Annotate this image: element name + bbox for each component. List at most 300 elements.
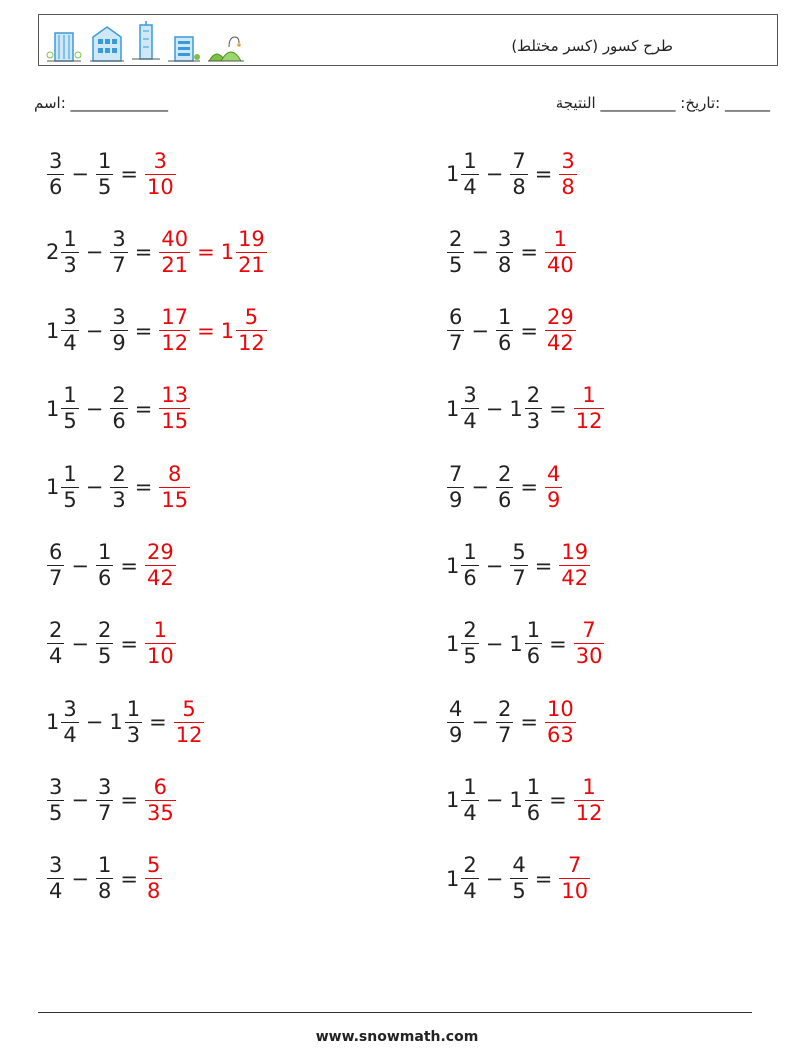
answer <box>558 540 591 591</box>
numerator: 2 <box>497 461 512 486</box>
numerator: 1 <box>97 540 112 564</box>
minus-sign: − <box>71 788 89 813</box>
whole-part: 1 <box>220 318 235 343</box>
denominator: 12 <box>575 800 603 825</box>
numerator: 2 <box>112 383 126 408</box>
answer <box>544 462 563 513</box>
numerator: 1 <box>126 696 141 721</box>
fraction <box>110 227 127 278</box>
date-score-field: ______ :تاريخ: __________ النتيجة <box>555 94 770 112</box>
whole-part: 1 <box>46 318 60 343</box>
fraction <box>96 149 113 200</box>
fraction <box>61 462 78 513</box>
minus-sign: − <box>485 553 504 578</box>
mixed-number <box>221 305 268 356</box>
numerator: 4 <box>449 696 463 721</box>
mixed-number <box>509 540 528 591</box>
fraction <box>47 540 64 591</box>
equals-sign: = <box>120 788 138 813</box>
whole-part: 2 <box>46 240 60 265</box>
mixed-number <box>495 227 514 278</box>
denominator: 8 <box>561 174 575 199</box>
problem-item <box>446 690 577 754</box>
numerator: 2 <box>97 618 112 643</box>
answer-equals-sign: = <box>197 318 215 343</box>
denominator: 9 <box>449 722 463 747</box>
denominator: 6 <box>526 800 541 825</box>
answer <box>144 149 177 200</box>
denominator: 7 <box>97 800 112 825</box>
mixed-number <box>46 383 80 434</box>
problem-item <box>46 768 177 832</box>
denominator: 3 <box>126 722 141 747</box>
numerator: 3 <box>49 774 63 799</box>
problem-item <box>446 534 591 598</box>
mixed-number <box>509 149 528 200</box>
mixed-number <box>509 618 543 669</box>
minus-sign: − <box>485 866 504 891</box>
fraction <box>61 383 78 434</box>
equals-sign: = <box>120 553 138 578</box>
equals-sign: = <box>549 788 567 813</box>
minus-sign: − <box>471 710 489 735</box>
whole-part: 1 <box>446 396 460 421</box>
minus-sign: − <box>85 710 104 735</box>
mixed-number <box>46 305 80 356</box>
equals-sign: = <box>120 162 138 186</box>
mixed-number <box>173 697 206 748</box>
minus-sign: − <box>85 318 104 343</box>
denominator: 3 <box>63 252 77 277</box>
denominator: 8 <box>97 879 112 904</box>
minus-sign: − <box>485 788 504 813</box>
fraction <box>559 853 590 904</box>
fraction <box>461 383 478 434</box>
mixed-number <box>46 853 65 904</box>
problem-item <box>46 455 191 519</box>
mixed-number <box>46 775 65 826</box>
minus-sign: − <box>85 240 104 265</box>
answer <box>558 149 577 200</box>
mixed-number <box>544 462 563 513</box>
fraction <box>574 383 605 434</box>
answer <box>544 697 577 748</box>
denominator: 4 <box>463 174 477 199</box>
numerator: 3 <box>63 696 77 721</box>
numerator: 1 <box>63 383 77 408</box>
mixed-number <box>544 305 577 356</box>
numerator: 2 <box>449 226 463 251</box>
mixed-number <box>509 383 543 434</box>
numerator: 2 <box>526 383 541 408</box>
numerator: 3 <box>153 148 168 173</box>
fraction <box>559 149 576 200</box>
denominator: 7 <box>112 252 126 277</box>
equals-sign: = <box>534 553 553 578</box>
numerator: 1 <box>582 383 596 408</box>
fraction <box>461 618 478 669</box>
mixed-number <box>158 227 191 278</box>
mixed-number <box>158 462 191 513</box>
fraction <box>96 853 113 904</box>
tower-icon <box>131 21 161 63</box>
answer <box>158 227 267 278</box>
mixed-number <box>109 383 128 434</box>
fraction <box>47 775 64 826</box>
numerator: 4 <box>512 853 526 878</box>
fraction <box>145 540 176 591</box>
denominator: 6 <box>97 566 112 590</box>
numerator: 3 <box>112 226 126 251</box>
fraction <box>510 149 527 200</box>
mixed-number <box>509 775 543 826</box>
numerator: 2 <box>463 618 477 643</box>
problem-item <box>46 142 177 206</box>
whole-part: 1 <box>446 866 460 891</box>
numerator: 1 <box>97 853 112 878</box>
name-field: اسم: _____________ <box>34 94 169 112</box>
mixed-number <box>144 853 163 904</box>
mixed-number <box>46 462 80 513</box>
equals-sign: = <box>520 475 538 500</box>
minus-sign: − <box>71 553 89 578</box>
numerator: 2 <box>112 461 126 486</box>
mixed-number <box>573 383 606 434</box>
worksheet-title: طرح كسور (كسر مختلط) <box>511 37 673 55</box>
mixed-number <box>495 697 514 748</box>
fraction <box>574 618 605 669</box>
mixed-number <box>495 462 514 513</box>
fraction <box>47 618 64 669</box>
fraction <box>545 305 576 356</box>
fraction <box>461 540 478 591</box>
denominator: 9 <box>546 487 561 512</box>
mixed-number <box>144 618 177 669</box>
mixed-number <box>558 853 591 904</box>
problem-item <box>446 142 578 206</box>
fraction <box>110 305 127 356</box>
numerator: 3 <box>63 305 77 330</box>
mixed-number <box>109 697 143 748</box>
fraction <box>61 227 78 278</box>
denominator: 6 <box>497 331 512 356</box>
denominator: 6 <box>526 644 541 669</box>
denominator: 5 <box>463 644 477 669</box>
mixed-number <box>221 227 268 278</box>
equals-sign: = <box>520 318 538 343</box>
numerator: 6 <box>49 540 63 564</box>
numerator: 29 <box>146 540 174 564</box>
numerator: 3 <box>463 383 477 408</box>
mixed-number <box>446 383 480 434</box>
numerator: 1 <box>153 618 168 643</box>
equals-sign: = <box>134 396 153 421</box>
denominator: 10 <box>146 174 174 199</box>
denominator: 6 <box>112 409 126 434</box>
numerator: 17 <box>161 305 189 330</box>
whole-part: 1 <box>46 710 60 735</box>
answer <box>144 775 177 826</box>
problem-item <box>446 377 605 441</box>
denominator: 3 <box>112 487 126 512</box>
denominator: 5 <box>63 409 77 434</box>
fraction <box>96 540 113 591</box>
fraction <box>496 227 513 278</box>
fraction <box>496 462 513 513</box>
mixed-number <box>144 149 177 200</box>
minus-sign: − <box>71 162 89 186</box>
mixed-number <box>509 853 528 904</box>
numerator: 1 <box>463 148 477 173</box>
minus-sign: − <box>485 162 504 186</box>
problem-item <box>446 455 563 519</box>
mixed-number <box>558 149 577 200</box>
fraction <box>545 227 576 278</box>
mixed-number <box>109 462 128 513</box>
fraction <box>47 853 64 904</box>
problem-item <box>46 612 177 676</box>
problem-item <box>46 299 268 363</box>
numerator: 6 <box>449 305 463 330</box>
denominator: 4 <box>63 331 77 356</box>
fraction <box>496 697 513 748</box>
answer <box>558 853 591 904</box>
mixed-number <box>446 853 480 904</box>
problem-item <box>46 220 268 284</box>
mixed-number <box>158 383 191 434</box>
answer <box>173 697 206 748</box>
mixed-number <box>446 149 480 200</box>
fraction <box>125 697 142 748</box>
minus-sign: − <box>471 318 489 343</box>
numerator: 19 <box>238 226 265 251</box>
denominator: 4 <box>463 409 477 434</box>
numerator: 19 <box>561 540 589 564</box>
numerator: 1 <box>582 774 596 799</box>
denominator: 4 <box>463 800 477 825</box>
mixed-number <box>109 305 128 356</box>
whole-part: 1 <box>46 396 60 421</box>
equals-sign: = <box>134 318 153 343</box>
answer <box>573 618 606 669</box>
mixed-number <box>446 305 465 356</box>
whole-part: 1 <box>509 396 523 421</box>
fraction <box>461 775 478 826</box>
denominator: 4 <box>63 722 77 747</box>
denominator: 9 <box>112 331 126 356</box>
denominator: 15 <box>161 487 189 512</box>
problem-item <box>46 847 163 911</box>
fraction <box>61 305 78 356</box>
denominator: 42 <box>546 331 574 356</box>
denominator: 7 <box>49 566 63 590</box>
numerator: 1 <box>526 774 541 799</box>
fraction <box>145 149 176 200</box>
numerator: 1 <box>463 540 477 564</box>
denominator: 15 <box>161 409 189 434</box>
fraction <box>510 540 527 591</box>
denominator: 5 <box>512 879 526 904</box>
equals-sign: = <box>134 240 153 265</box>
answer <box>158 383 191 434</box>
mixed-number <box>95 149 114 200</box>
whole-part: 1 <box>509 788 523 813</box>
answer <box>144 853 163 904</box>
denominator: 5 <box>97 174 112 199</box>
numerator: 3 <box>97 774 112 799</box>
numerator: 1 <box>463 774 477 799</box>
fraction <box>61 697 78 748</box>
minus-sign: − <box>71 866 89 891</box>
denominator: 3 <box>526 409 541 434</box>
denominator: 30 <box>575 644 603 669</box>
mixed-number <box>544 227 577 278</box>
answer <box>158 462 191 513</box>
fraction <box>447 227 464 278</box>
mixed-number <box>46 227 80 278</box>
fraction <box>236 227 267 278</box>
fraction <box>47 149 64 200</box>
mixed-number <box>573 618 606 669</box>
worksheet-header <box>38 14 778 66</box>
denominator: 5 <box>63 487 77 512</box>
numerator: 1 <box>497 305 512 330</box>
numerator: 7 <box>582 618 596 643</box>
denominator: 40 <box>546 252 574 277</box>
fraction <box>110 462 127 513</box>
numerator: 40 <box>161 226 189 251</box>
numerator: 10 <box>546 696 574 721</box>
mixed-number <box>46 149 65 200</box>
problem-item <box>446 612 605 676</box>
denominator: 12 <box>238 331 265 356</box>
fraction <box>525 775 542 826</box>
equals-sign: = <box>534 866 553 891</box>
whole-part: 1 <box>509 631 523 656</box>
denominator: 21 <box>161 252 189 277</box>
answer-equals-sign: = <box>197 240 215 265</box>
numerator: 13 <box>161 383 189 408</box>
mixed-number <box>144 540 177 591</box>
denominator: 8 <box>497 252 512 277</box>
mixed-number <box>446 618 480 669</box>
denominator: 5 <box>49 800 63 825</box>
numerator: 5 <box>146 853 161 878</box>
equals-sign: = <box>149 710 167 735</box>
numerator: 5 <box>244 305 259 330</box>
denominator: 12 <box>575 409 603 434</box>
denominator: 42 <box>561 566 589 590</box>
mixed-number <box>495 305 514 356</box>
equals-sign: = <box>120 631 138 656</box>
numerator: 5 <box>182 696 196 721</box>
fraction <box>461 149 478 200</box>
whole-part: 1 <box>446 553 460 578</box>
equals-sign: = <box>520 710 538 735</box>
fraction <box>159 383 190 434</box>
whole-part: 1 <box>220 240 235 265</box>
numerator: 3 <box>561 148 575 173</box>
denominator: 12 <box>161 331 189 356</box>
denominator: 63 <box>546 722 574 747</box>
denominator: 8 <box>146 879 161 904</box>
numerator: 4 <box>546 461 561 486</box>
fraction <box>545 462 562 513</box>
mixed-number <box>95 618 114 669</box>
fraction <box>159 305 190 356</box>
mixed-number <box>446 697 465 748</box>
numerator: 1 <box>97 148 112 173</box>
fraction <box>96 775 113 826</box>
minus-sign: − <box>471 240 489 265</box>
denominator: 6 <box>463 566 477 590</box>
fraction <box>525 383 542 434</box>
mixed-number <box>46 697 80 748</box>
mixed-number <box>446 462 465 513</box>
equals-sign: = <box>549 631 567 656</box>
fraction <box>447 697 464 748</box>
numerator: 8 <box>168 461 182 486</box>
whole-part: 1 <box>109 710 123 735</box>
problem-item <box>46 690 205 754</box>
denominator: 35 <box>146 800 174 825</box>
numerator: 1 <box>63 226 77 251</box>
equals-sign: = <box>120 866 138 891</box>
mixed-number <box>95 540 114 591</box>
fraction <box>559 540 590 591</box>
problem-item <box>46 377 191 441</box>
denominator: 5 <box>97 644 112 669</box>
numerator: 3 <box>497 226 512 251</box>
problem-item <box>446 299 577 363</box>
equals-sign: = <box>520 240 538 265</box>
denominator: 6 <box>49 174 63 199</box>
denominator: 4 <box>463 879 477 904</box>
numerator: 2 <box>49 618 63 643</box>
fraction <box>447 305 464 356</box>
denominator: 12 <box>175 722 203 747</box>
mixed-number <box>46 540 65 591</box>
numerator: 2 <box>497 696 512 721</box>
denominator: 4 <box>49 644 63 669</box>
denominator: 7 <box>449 331 463 356</box>
denominator: 10 <box>146 644 174 669</box>
fraction <box>574 775 605 826</box>
whole-part: 1 <box>446 788 460 813</box>
whole-part: 1 <box>446 162 460 186</box>
minus-sign: − <box>85 475 104 500</box>
fraction <box>496 305 513 356</box>
fraction <box>145 853 162 904</box>
mixed-number <box>573 775 606 826</box>
fraction <box>96 618 113 669</box>
answer <box>573 383 606 434</box>
denominator: 9 <box>449 487 463 512</box>
denominator: 7 <box>497 722 512 747</box>
fraction <box>461 853 478 904</box>
whole-part: 1 <box>46 475 60 500</box>
equals-sign: = <box>534 162 553 186</box>
denominator: 10 <box>561 879 589 904</box>
fraction <box>510 853 527 904</box>
mixed-number <box>158 305 191 356</box>
header-icons <box>45 21 245 63</box>
small-building-icon <box>167 31 201 63</box>
denominator: 7 <box>512 566 526 590</box>
fraction <box>110 383 127 434</box>
fraction <box>236 305 267 356</box>
numerator: 1 <box>63 461 77 486</box>
